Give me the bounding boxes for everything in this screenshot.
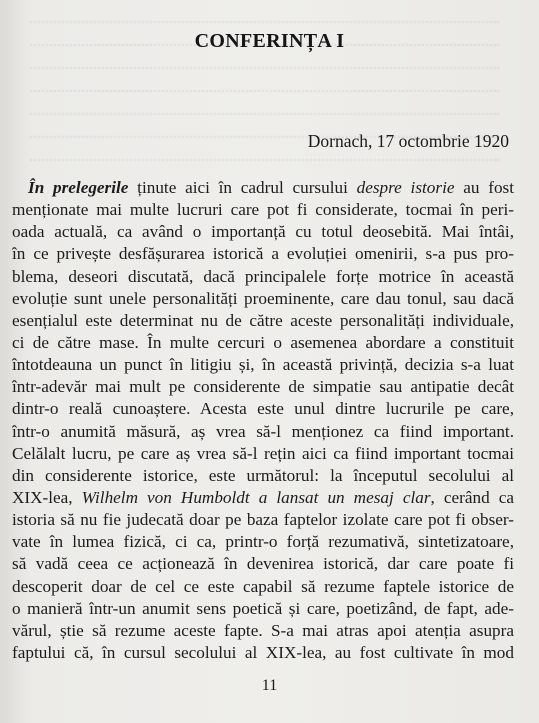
dateline: Dornach, 17 octombrie 1920: [307, 131, 509, 151]
text-line: [12, 576, 514, 598]
text-line: [12, 243, 514, 265]
text-line: [12, 487, 514, 509]
text-line: [12, 376, 514, 398]
text-line: [12, 266, 514, 288]
text-span: XIX-lea,: [12, 487, 82, 507]
text-line: [12, 443, 514, 465]
text-span: au fost: [454, 178, 514, 197]
text-span: întotdeauna un punct în litigiu și, în această privință, decizia s-a luat: [12, 355, 514, 375]
text-span: ci de către mase. În multe cercuri o asemenea abordare a constituit: [12, 332, 514, 352]
text-span: evoluție sunt unele personalități proeminente, care dau tonul, sau dacă: [12, 288, 514, 308]
text-line: [12, 620, 514, 642]
emphasis-text: despre istorie: [356, 178, 455, 197]
page-number: 11: [261, 677, 278, 694]
emphasis-text: În prelegerile: [28, 178, 129, 197]
text-line: [12, 398, 514, 420]
text-span: într-adevăr mai mult pe considerente de simpatie sau antipatie decât: [12, 377, 514, 397]
text-line: [12, 642, 514, 664]
text-span: ținute aici în cadrul cursului: [128, 178, 357, 197]
text-span: esențialul este determinat nu de către aceste personalități individuale,: [12, 310, 514, 330]
text-line: [12, 354, 514, 376]
text-span: dintr-o reală cunoaștere. Acesta este unul dintre lucrurile pe care,: [12, 399, 514, 419]
text-span: istoria să nu fie judecată doar pe baza faptelor izolate care pot fi obser-: [12, 510, 514, 530]
text-span: oada actuală, ca având o importanță cu totul deosebită. Mai întâi,: [12, 222, 514, 242]
text-span: să vadă ceea ce acționează în devenirea istorică, dar care poate fi: [12, 554, 514, 574]
text-span: descoperit doar de cel ce este capabil să rezume faptele istorice de: [12, 576, 514, 596]
text-span: vărul, știe să rezume aceste fapte. S-a mai atras apoi atenția asupra: [12, 620, 514, 640]
text-line: [12, 332, 514, 354]
text-span: din considerente istorice, este următorul: la începutul secolului al: [12, 465, 514, 485]
text-line: [12, 221, 514, 243]
text-line: [12, 199, 514, 221]
text-span: faptului că, în cursul secolului al XIX-lea, au fost cultivate în mod: [12, 642, 514, 662]
text-span: blema, deseori discutată, dacă principalele forțe motrice în această: [12, 266, 514, 286]
text-line: [12, 553, 514, 575]
text-span: o manieră într-un anumit sens poetică și care, poetizând, de fapt, ade-: [12, 598, 514, 618]
text-span: menționate mai multe lucruri care pot fi considerate, tocmai în peri-: [12, 200, 514, 220]
emphasis-text: Wilhelm von Humboldt a lansat un mesaj clar: [81, 487, 431, 507]
text-line: [12, 465, 514, 487]
text-line: [12, 421, 514, 443]
text-span: în ce privește desfășurarea istorică a evoluției omenirii, s-a pus pro-: [12, 244, 514, 264]
text-line: [12, 177, 514, 199]
text-span: vate în lumea fizică, ci ca, printr-o forță rezumativă, sintetizatoare,: [12, 532, 514, 552]
text-line: [12, 288, 514, 310]
text-line: [12, 310, 514, 332]
body-text: [12, 177, 514, 664]
text-span: , cerând ca: [430, 487, 514, 507]
text-line: [12, 598, 514, 620]
text-line: [12, 509, 514, 531]
text-line: [12, 531, 514, 553]
chapter-title: CONFERINȚA I: [194, 30, 345, 52]
text-span: într-o anumită măsură, aș vrea să-l menționez ca fiind important.: [12, 421, 514, 441]
text-span: Celălalt lucru, pe care aș vrea să-l rețin aici ca fiind important tocmai: [12, 443, 514, 463]
